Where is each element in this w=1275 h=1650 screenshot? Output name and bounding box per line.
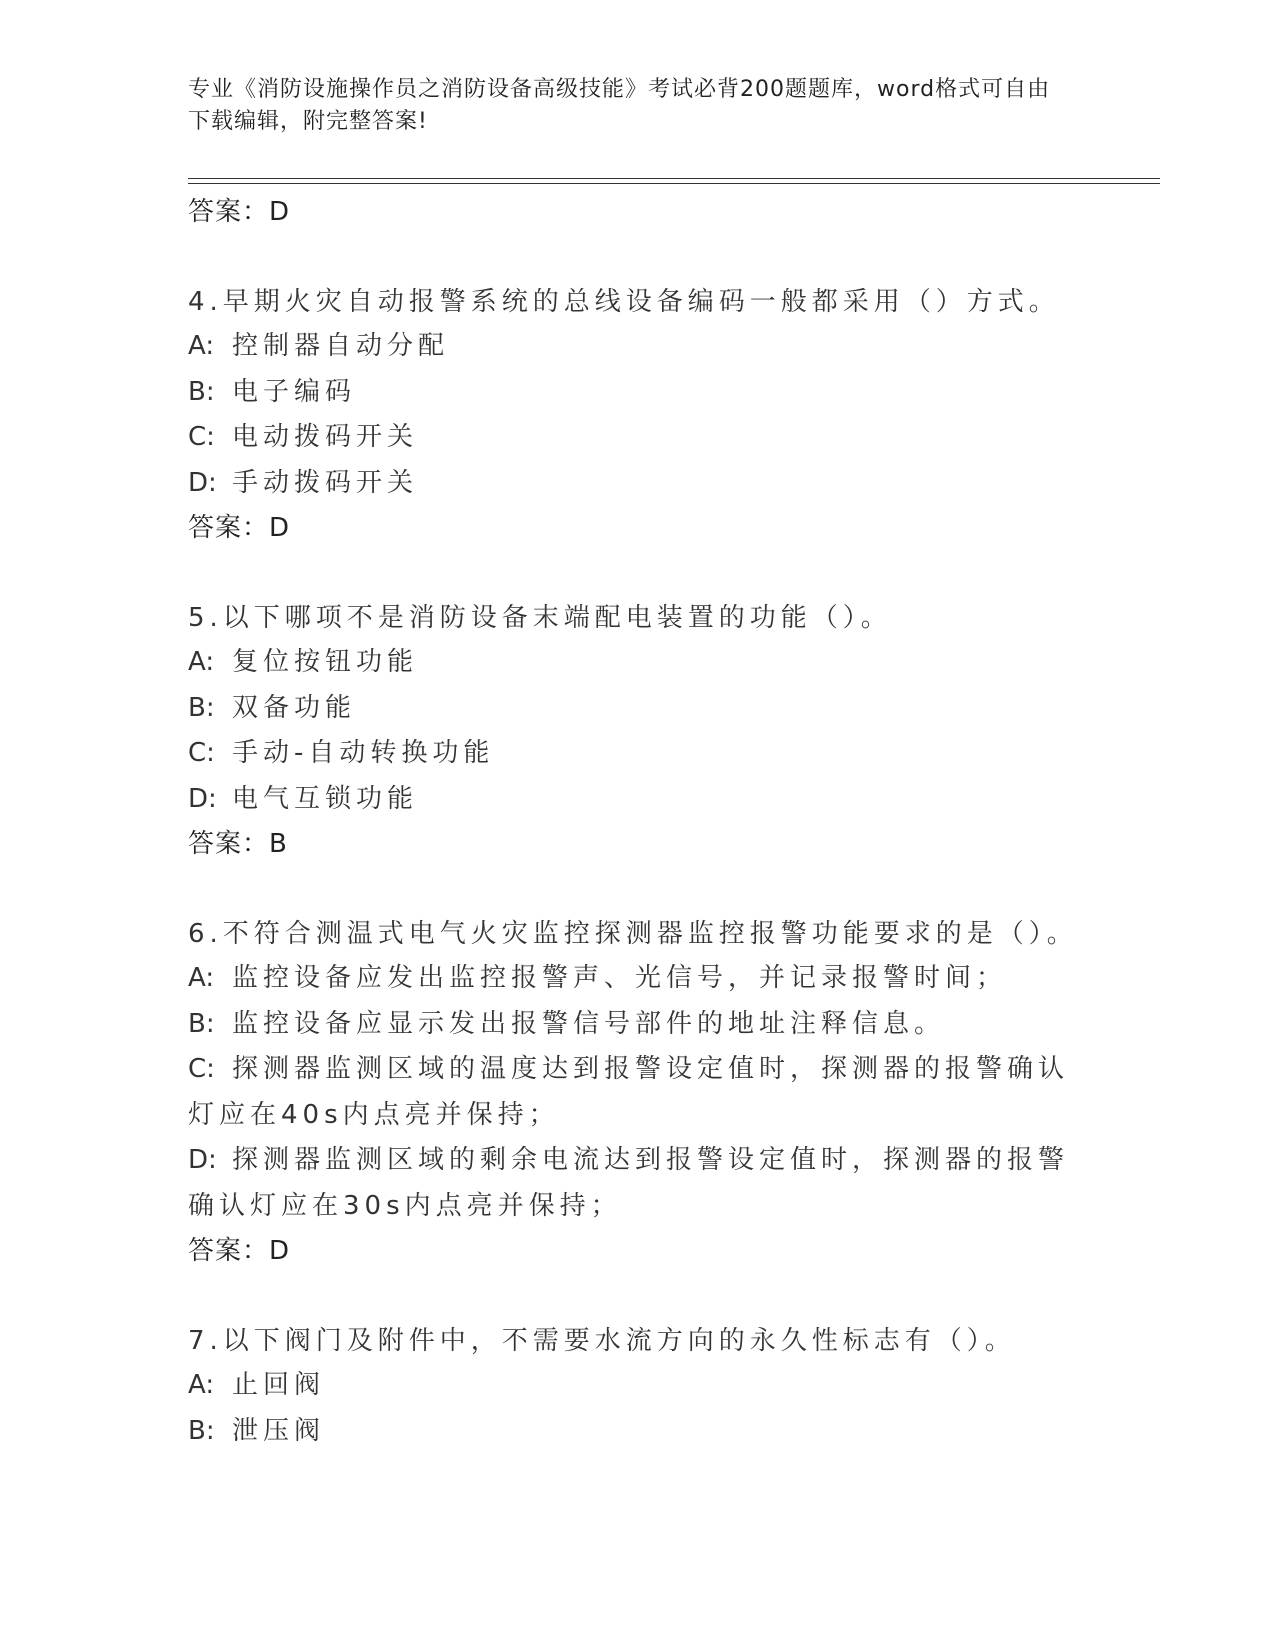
option-c — [188, 1047, 1088, 1138]
option-c — [188, 415, 1088, 461]
answer-line: 答案：D — [188, 1236, 291, 1266]
option-text: 复位按钮功能 — [232, 647, 419, 677]
option-label: D: — [188, 1145, 217, 1175]
option-text: 电气互锁功能 — [232, 783, 419, 814]
question-block-5 — [188, 596, 1088, 866]
option-a — [188, 1363, 1088, 1409]
option-a — [188, 324, 1088, 370]
option-text: 电动拨码开关 — [232, 422, 419, 452]
option-a — [188, 956, 1088, 1002]
option-label: C: — [188, 738, 215, 768]
answer-line: 答案：D — [188, 513, 291, 543]
option-b — [188, 1409, 1088, 1455]
option-d — [188, 777, 1088, 823]
answer-line: 答案：B — [188, 829, 288, 859]
document-header: 专业《消防设施操作员之消防设备高级技能》考试必背200题题库，word格式可自由下载编辑，附完整答案! — [188, 77, 1051, 134]
option-text: 泄压阀 — [232, 1415, 326, 1446]
answer-line: 答案：D — [188, 197, 291, 227]
option-d — [188, 1138, 1088, 1229]
option-label: D: — [188, 783, 217, 814]
option-label: B: — [188, 692, 215, 723]
option-label: B: — [188, 1415, 215, 1446]
option-c — [188, 731, 1088, 777]
question-text: 4.早期火灾自动报警系统的总线设备编码一般都采用（）方式。 — [188, 287, 1060, 317]
option-label: C: — [188, 422, 215, 452]
option-text: 监控设备应显示发出报警信号部件的地址注释信息。 — [232, 1008, 946, 1039]
document-body — [188, 190, 1088, 1454]
option-text: 探测器监测区域的温度达到报警设定值时，探测器的报警确认灯应在40s内点亮并保持； — [188, 1054, 1070, 1130]
option-label: A: — [188, 963, 215, 993]
question-text: 6.不符合测温式电气火灾监控探测器监控报警功能要求的是（）。 — [188, 919, 1078, 949]
question-text: 7.以下阀门及附件中，不需要水流方向的永久性标志有（）。 — [188, 1326, 1016, 1356]
option-b — [188, 1002, 1088, 1048]
option-text: 手动-自动转换功能 — [232, 738, 495, 768]
option-text: 控制器自动分配 — [232, 331, 450, 361]
option-label: A: — [188, 331, 215, 361]
option-a — [188, 640, 1088, 686]
option-d — [188, 461, 1088, 507]
option-text: 双备功能 — [232, 692, 357, 723]
option-b — [188, 686, 1088, 732]
question-block-6 — [188, 912, 1088, 1273]
option-text: 止回阀 — [232, 1370, 326, 1400]
option-label: B: — [188, 1008, 215, 1039]
option-label: C: — [188, 1054, 215, 1084]
option-text: 监控设备应发出监控报警声、光信号，并记录报警时间； — [232, 963, 1008, 993]
header-rule-top — [188, 178, 1160, 179]
header-rule-bottom — [188, 183, 1160, 184]
option-b — [188, 370, 1088, 416]
option-text: 探测器监测区域的剩余电流达到报警设定值时，探测器的报警确认灯应在30s内点亮并保持； — [188, 1145, 1070, 1221]
option-label: A: — [188, 1370, 215, 1400]
option-label: A: — [188, 647, 215, 677]
question-text: 5.以下哪项不是消防设备末端配电装置的功能（）。 — [188, 603, 892, 633]
option-text: 手动拨码开关 — [232, 467, 419, 498]
question-block-7 — [188, 1319, 1088, 1454]
question-block-4 — [188, 280, 1088, 550]
option-text: 电子编码 — [232, 376, 357, 407]
option-label: D: — [188, 467, 217, 498]
option-label: B: — [188, 376, 215, 407]
